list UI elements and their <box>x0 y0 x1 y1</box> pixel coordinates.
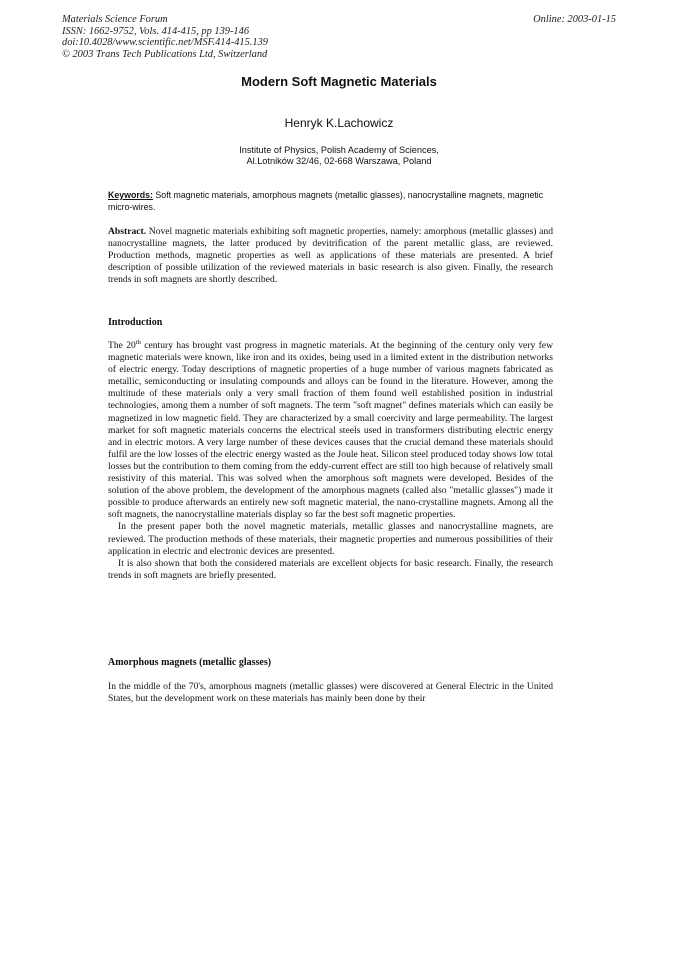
journal-header <box>62 14 268 60</box>
paper-title: Modern Soft Magnetic Materials <box>241 74 437 89</box>
amorphous-body <box>108 681 553 705</box>
amorphous-paragraph-1: In the middle of the 70's, amorphous magnets (metallic glasses) were discovered at General Electric in the United States, but the development work on these materials has mainly been done by their <box>108 681 553 705</box>
abstract-text: Novel magnetic materials exhibiting soft magnetic properties, namely: amorphous (metallic glasses) and nanocrystalline magnets, the latter produced by devitrification of the parent metallic glass, are reviewed. Production methods, magnetic properties as well as applications of these materials are presented. A brief description of possible utilization of the reviewed materials in basic research is also given. Finally, the research trends in soft magnets are shortly described. <box>108 226 553 286</box>
affiliation <box>0 145 678 167</box>
intro-paragraph-2: In the present paper both the novel magnetic materials, metallic glasses and nanocrystalline magnets, are reviewed. The production methods of these materials, their magnetic properties and numerous possibilities of their application in electric and electronic devices are presented. <box>108 521 553 557</box>
intro-p1-rest: century has brought vast progress in magnetic materials. At the beginning of the century only very few magnetic materials were known, like iron and its oxides, being used in a limited extent in the distribution networks of electric energy. Today descriptions of magnetic properties of a huge number of various magnets fabricated as metallic, semiconducting or insulating compounds and alloys can be found in the literature. However, among the multitude of these materials only a very small fraction of them found well established position in industrial technologies, among them a number of soft magnets. The term "soft magnet" defines materials which can easily be magnetized in low magnetic field. They are characterized by a small coercivity and large permeability. The largest market for soft magnetic materials concerns the electrical steels used in transformers distributing electric energy and in electric motors. A very large number of these devices causes that the crucial demand these materials should fulfil are the low losses of the electric energy wasted as the Joule heat. Silicon steel produced today shows low total losses but the contribution to them coming from the eddy-current effect are still too high because of relatively small resistivity of this material. This was solved when the amorphous soft magnets were developed. Besides of the solution of the above problem, the development of the amorphous magnets (called also "metallic glasses") made it possible to produce afterwards an entirely new soft magnetic material, the nano-crystalline magnets. Among all the soft magnets, the nanocrystalline materials display so far the best soft magnetic properties. <box>108 340 553 521</box>
affiliation-line-2: Al.Lotników 32/46, 02-668 Warszawa, Poland <box>246 156 432 166</box>
author-name: Henryk K.Lachowicz <box>284 116 394 130</box>
introduction-heading: Introduction <box>108 317 163 328</box>
keywords-label: Keywords: <box>108 190 153 200</box>
intro-paragraph-1 <box>108 340 553 521</box>
abstract-label: Abstract. <box>108 226 147 237</box>
abstract-section <box>108 226 553 286</box>
intro-p1-sup: th <box>135 339 141 346</box>
affiliation-line-1: Institute of Physics, Polish Academy of Sciences, <box>239 145 439 155</box>
keywords-section <box>108 189 553 213</box>
introduction-body <box>108 340 553 582</box>
online-date: Online: 2003-01-15 <box>533 14 616 25</box>
intro-p1-lead: The 20 <box>108 340 136 351</box>
intro-paragraph-3: It is also shown that both the considered materials are excellent objects for basic research. Finally, the research trends in soft magnets are briefly presented. <box>108 557 553 581</box>
doi-line[interactable]: doi:10.4028/www.scientific.net/MSF.414-415.139 <box>62 37 268 49</box>
issn-line: ISSN: 1662-9752, Vols. 414-415, pp 139-146 <box>62 25 250 37</box>
keywords-text: Soft magnetic materials, amorphous magnets (metallic glasses), nanocrystalline magnets, magnetic micro-wires. <box>108 190 544 212</box>
amorphous-heading: Amorphous magnets (metallic glasses) <box>108 657 272 668</box>
journal-name: Materials Science Forum <box>62 14 168 25</box>
copyright-line: © 2003 Trans Tech Publications Ltd, Switzerland <box>62 48 268 60</box>
